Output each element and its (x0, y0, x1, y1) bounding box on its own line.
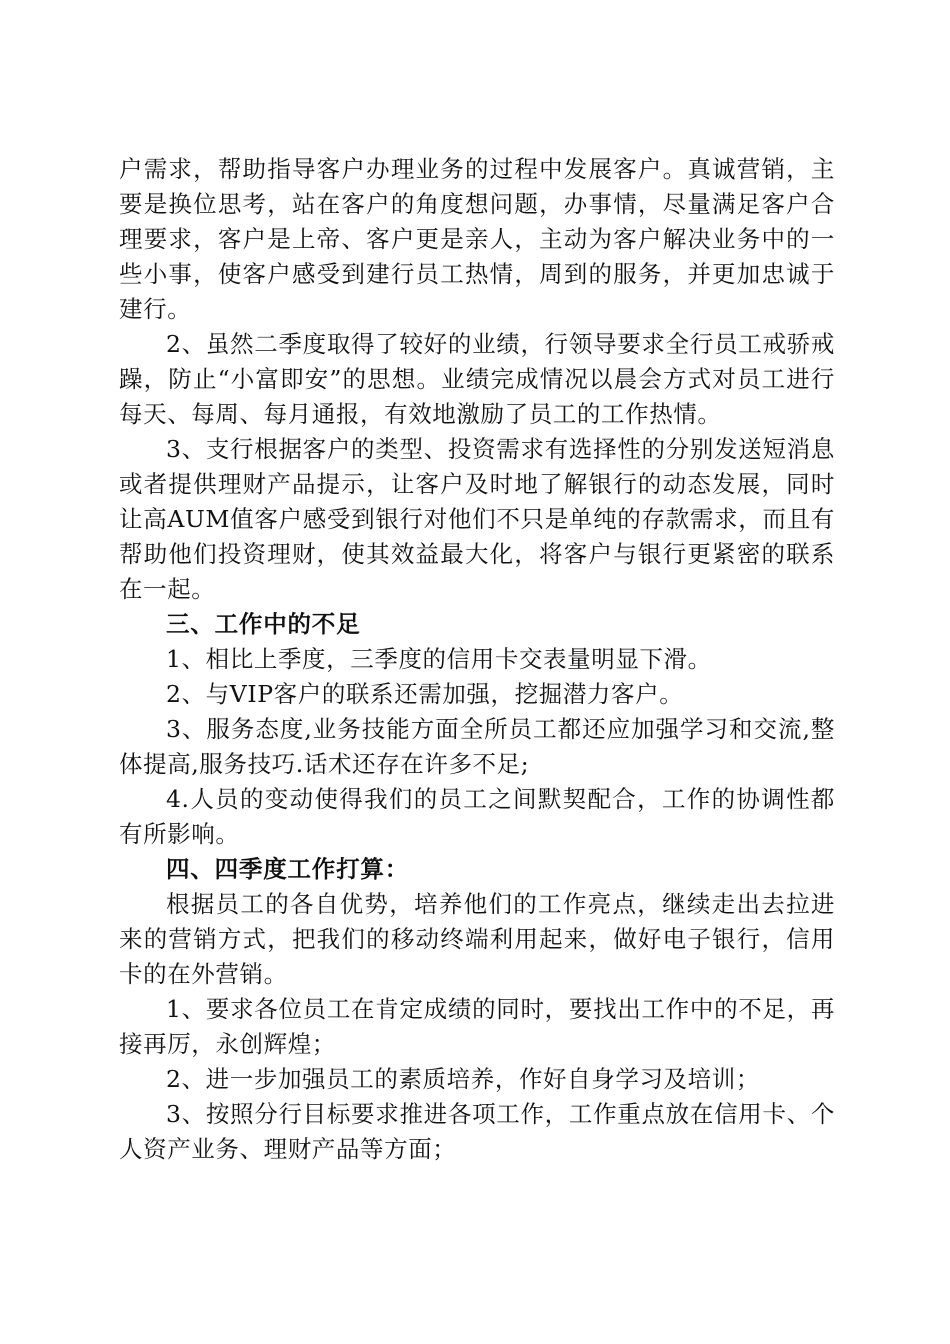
shortfall-item-2: 2、与VIP客户的联系还需加强，挖掘潜力客户。 (166, 680, 684, 708)
plan-item-3: 3、按照分行目标要求推进各项工作，工作重点放在信用卡、个人资产业务、理财产品等方面； (119, 1100, 835, 1163)
plan-intro: 根据员工的各自优势，培养他们的工作亮点，继续走出去拉进来的营销方式，把我们的移动终端利用起来，做好电子银行，信用卡的在外营销。 (119, 890, 835, 988)
section-heading-4: 四、四季度工作打算： (166, 855, 409, 883)
plan-item-2: 2、进一步加强员工的素质培养，作好自身学习及培训； (166, 1065, 760, 1093)
shortfall-item-4: 4.人员的变动使得我们的员工之间默契配合，工作的协调性都有所影响。 (119, 785, 835, 848)
plan-item-1: 1、要求各位员工在肯定成绩的同时，要找出工作中的不足，再接再厉，永创辉煌； (119, 995, 835, 1058)
document-body (119, 152, 835, 1167)
section-heading-3: 三、工作中的不足 (166, 610, 361, 638)
shortfall-item-3: 3、服务态度,业务技能方面全所员工都还应加强学习和交流,整体提高,服务技巧.话术还存在许多不足; (119, 715, 835, 778)
shortfall-item-1: 1、相比上季度，三季度的信用卡交表量明显下滑。 (166, 645, 712, 673)
paragraph-3: 3、支行根据客户的类型、投资需求有选择性的分别发送短消息或者提供理财产品提示，让客户及时地了解银行的动态发展，同时让高AUM值客户感受到银行对他们不只是单纯的存款需求，而且有帮助他们投资理财，使其效益最大化，将客户与银行更紧密的联系在一起。 (119, 435, 835, 603)
paragraph-2: 2、虽然二季度取得了较好的业绩，行领导要求全行员工戒骄戒躁，防止“小富即安”的思想。业绩完成情况以晨会方式对员工进行每天、每周、每月通报，有效地激励了员工的工作热情。 (119, 330, 835, 428)
paragraph-continued: 户需求，帮助指导客户办理业务的过程中发展客户。真诚营销，主要是换位思考，站在客户的角度想问题，办事情，尽量满足客户合理要求，客户是上帝、客户更是亲人，主动为客户解决业务中的一些小事，使客户感受到建行员工热情，周到的服务，并更加忠诚于建行。 (119, 155, 835, 323)
